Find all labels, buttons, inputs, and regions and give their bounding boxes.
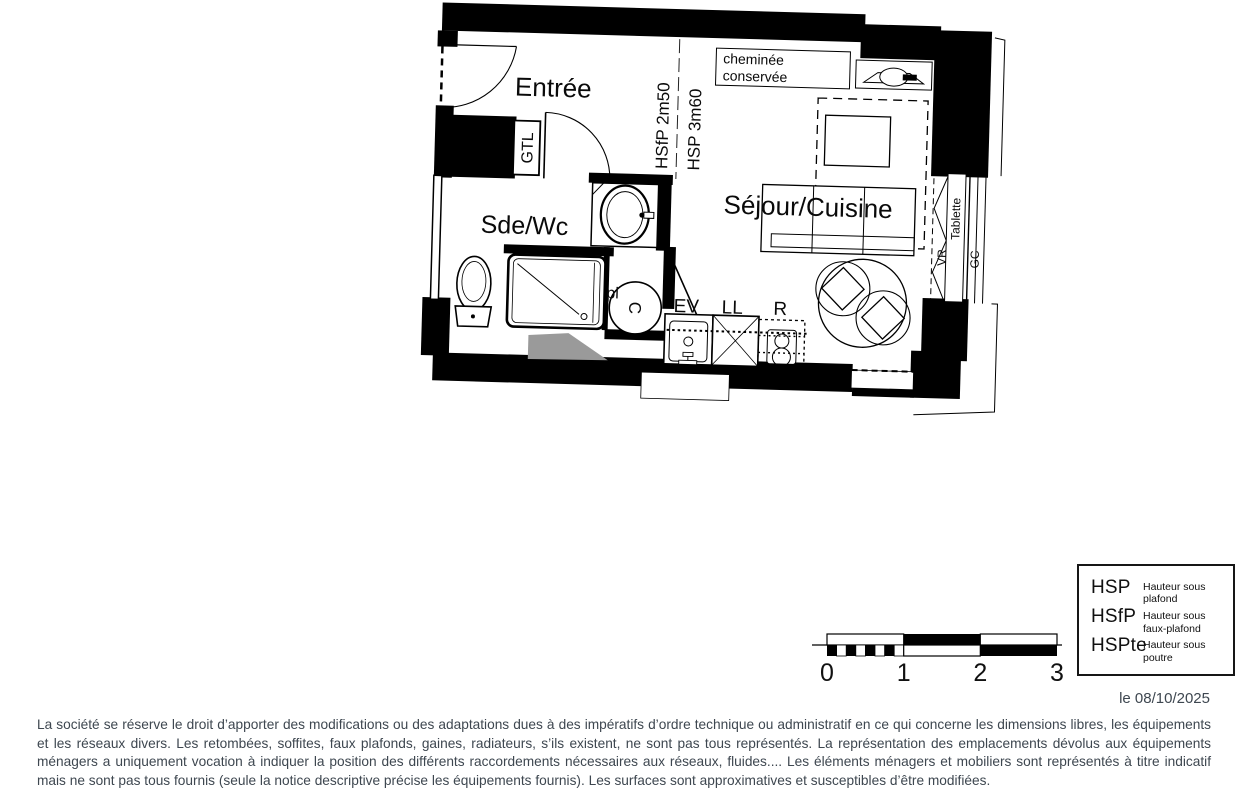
dining-table-set — [814, 258, 911, 349]
cheminee-note-line2: conservée — [722, 67, 788, 86]
left-wall-thin — [430, 175, 441, 299]
washbasin — [591, 183, 659, 248]
cheminee-note — [715, 48, 850, 89]
ev-label: EV — [673, 296, 700, 318]
entry-door — [441, 44, 517, 109]
ll-label: LL — [721, 297, 744, 319]
interior-door — [544, 112, 612, 180]
ceiling-change-line — [676, 39, 680, 179]
legend-desc-hspte: Hauteur sous poutre — [1143, 639, 1206, 664]
pl-label: pl — [606, 285, 620, 303]
legend-term-hsp: HSP — [1091, 577, 1131, 598]
scale-tick-1: 1 — [896, 659, 911, 687]
shadow-wedge — [528, 332, 609, 361]
legend-row-hsp — [1091, 577, 1227, 606]
legend-term-hspte: HSPte — [1091, 635, 1147, 657]
gtl-box — [513, 121, 540, 176]
fireplace — [855, 60, 932, 90]
refrigerator — [758, 319, 805, 368]
cheminee-note-line1: cheminée — [723, 50, 785, 69]
room-label-sejour-cuisine: Séjour/Cuisine — [723, 189, 894, 225]
legend-row-hsfp — [1091, 606, 1227, 635]
toilet — [455, 256, 493, 327]
room-label-entree: Entrée — [514, 71, 593, 104]
hsfp-label: HSfP 2m50 — [652, 82, 674, 170]
water-heater-label: C — [625, 301, 645, 315]
date-label: le 08/10/2025 — [1119, 690, 1210, 707]
kitchen-sink — [664, 314, 713, 365]
washing-machine — [712, 315, 759, 366]
legend-term-hsfp: HSfP — [1091, 606, 1137, 628]
disclaimer-text: La société se réserve le droit d’apporter des modifications ou des adaptations dues à des impératifs d’ordre technique ou administratif en ce qui concerne les dimensions libres, les équipements et les réseaux divers. Les retombées, soffites, faux plafonds, gaines, radiateurs, s’ils existent, ne sont pas tous représentés. La représentation des emplacements dévolus aux équipements ménagers a uniquement vocation à indiquer la position des différents raccordements nécessaires aux réseaux, fluides.... Les éléments ménagers et mobiliers sont représentés à titre indicatif mais ne sont pas tous fournis (seule la notice descriptive précise les équipements fournis). Les surfaces sont approximatives et susceptibles d’être modifiées. — [37, 717, 1211, 789]
shower — [507, 254, 606, 329]
vr-label: VR — [934, 248, 949, 267]
scale-bar-checks — [827, 645, 904, 656]
floor-plan — [420, 0, 1020, 430]
bottom-right-recess — [851, 370, 913, 390]
hsp-label: HSP 3m60 — [684, 88, 706, 171]
r-label: R — [773, 298, 788, 321]
legend-desc-hsfp: Hauteur sous faux-plafond — [1143, 610, 1206, 635]
scale-bar — [810, 626, 1070, 688]
room-label-sde-wc: Sde/Wc — [480, 210, 569, 242]
legend-box — [1077, 564, 1235, 676]
low-table — [824, 115, 890, 167]
tablette-label: Tablette — [948, 197, 964, 241]
gc-label: GC — [967, 250, 982, 269]
bottom-step-notch — [641, 372, 730, 400]
legend-row-hspte — [1091, 635, 1227, 664]
scale-tick-2: 2 — [973, 659, 988, 687]
legend-desc-hsp: Hauteur sous plafond — [1143, 581, 1206, 606]
gtl-label: GTL — [519, 132, 538, 164]
scale-tick-3: 3 — [1050, 659, 1064, 687]
scale-tick-0: 0 — [820, 659, 834, 687]
